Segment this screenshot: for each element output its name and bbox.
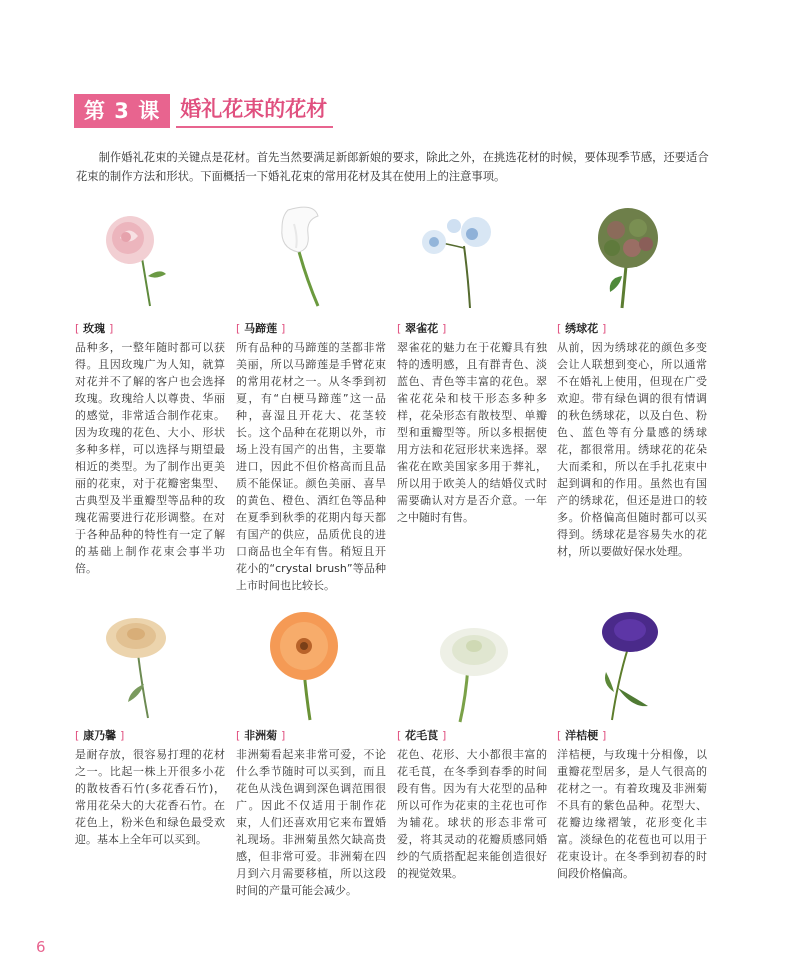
entry-text: 花色、花形、大小都很丰富的花毛茛，在冬季到春季的时间段有售。因为有大花型的品种所以可作为花束的主花也可作为辅花。球状的形态非常可爱，将其灵动的花瓣质感同婚纱的气质搭配起来能创造很好的视觉效果。	[397, 748, 547, 880]
entry-name: 洋桔梗	[565, 729, 599, 742]
calla-lily-icon	[268, 204, 338, 308]
entry-hydrangea: [ 绣球花 ] 从前，因为绣球花的颜色多变会让人联想到变心，所以通常不在婚礼上使用，但现在广受欢迎。带有绿色调的很有情调的秋色绣球花，以及白色、粉色、蓝色等有分量感的绣球花，都很常用。绣球花的花朵大而柔和，所以在手扎花束中起到调和的作用。虽然也有国产的绣球花，但还是进口的较多。价格偏高但随时都可以买得到。绣球花是容易失水的花材，所以要做好保水处理。	[557, 322, 707, 558]
lesson-header	[74, 93, 333, 129]
entry-ranunculus: [ 花毛茛 ] 花色、花形、大小都很丰富的花毛茛，在冬季到春季的时间段有售。因为有大花型的品种所以可作为花束的主花也可作为辅花。球状的形态非常可爱，将其灵动的花瓣质感同婚纱的气质搭配起来能创造很好的视觉效果。	[397, 729, 547, 880]
entry-text: 翠雀花的魅力在于花瓣具有独特的透明感，且有群青色、淡蓝色、青色等丰富的花色。翠雀花花朵和枝干形态多种多样，花朵形态有散枝型、单瓣型和重瓣型等。所以多根据使用方法和花冠形状来选择。翠雀花在欧美国家多用于葬礼，所以用于欧美人的结婚仪式时需要确认对方是否介意。一年之中随时有售。	[397, 341, 547, 524]
entry-text: 是耐存放，很容易打理的花材之一。比起一株上开很多小花的散枝香石竹(多花香石竹)，常用花朵大的大花香石竹。在花色上，粉米色和绿色最受欢迎。基本上全年可以买到。	[75, 748, 225, 846]
intro-paragraph: 制作婚礼花束的关键点是花材。首先当然要满足新郎新娘的要求，除此之外，在挑选花材的时候，要体现季节感，还要适合花束的制作方法和形状。下面概括一下婚礼花束的常用花材及其在使用上的注意事项。	[76, 151, 709, 183]
entry-rose: [ 玫瑰 ] 品种多，一整年随时都可以获得。且因玫瑰广为人知，就算对花并不了解的客户也会选择玫瑰。玫瑰给人以尊贵、华丽的感觉，非常适合制作花束。因为玫瑰的花色、大小、形状多种多样，可以选择与期望最相近的类型。为了制作出更美丽的花束，对于花瓣密集型、古典型及半重瓣型等品种的玫瑰花需要进行花形调整。在对于各种品种的特性有一定了解的基础上制作花束会事半功倍。	[75, 322, 225, 575]
entry-carnation: [ 康乃馨 ] 是耐存放，很容易打理的花材之一。比起一株上开很多小花的散枝香石竹(多花香石竹)，常用花朵大的大花香石竹。在花色上，粉米色和绿色最受欢迎。基本上全年可以买到。	[75, 729, 225, 846]
entry-text: 所有品种的马蹄莲的茎都非常美丽，所以马蹄莲是手臂花束的常用花材之一。从冬季到初夏，有“白梗马蹄莲”这一品种，喜湿且开花大、花茎较长。这个品种在花期以外，市场上没有国产的出售，主要靠进口，因此不但价格高而且品质不能保证。颜色美丽、喜旱的黄色、橙色、酒红色等品种在夏季到秋季的花期内每天都有国产的供应，品质优良的进口商品也全年有售。稍短且开花小的“crystal brush”等品种上市时间也比较长。	[236, 341, 386, 592]
entry-calla-lily: [ 马蹄莲 ] 所有品种的马蹄莲的茎都非常美丽，所以马蹄莲是手臂花束的常用花材之一。从冬季到初夏，有“白梗马蹄莲”这一品种，喜湿且开花大、花茎较长。这个品种在花期以外，市场上没有国产的出售，主要靠进口，因此不但价格高而且品质不能保证。颜色美丽、喜旱的黄色、橙色、酒红色等品种在夏季到秋季的花期内每天都有国产的供应，品质优良的进口商品也全年有售。稍短且开花小的“crystal brush”等品种上市时间也比较长。	[236, 322, 386, 592]
entry-name: 翠雀花	[405, 322, 439, 335]
entry-text: 洋桔梗，与玫瑰十分相像，以重瓣花型居多，是人气很高的花材之一。有着玫瑰及非洲菊不具有的紫色品种。花型大、花瓣边缘褶皱，花形变化丰富。淡绿色的花苞也可以用于花束设计。在冬季到初春的时间段价格偏高。	[557, 748, 707, 880]
entry-text: 非洲菊看起来非常可爱，不论什么季节随时可以买到，而且花色从浅色调到深色调范围很广。因此不仅适用于制作花束，人们还喜欢用它来布置婚礼现场。非洲菊虽然欠缺高贵感，但非常可爱。非洲菊在四月到六月需要移植，所以这段时间的产量可能会减少。	[236, 748, 386, 897]
ranunculus-icon	[436, 626, 512, 724]
rose-icon	[96, 210, 172, 310]
entry-delphinium: [ 翠雀花 ] 翠雀花的魅力在于花瓣具有独特的透明感，且有群青色、淡蓝色、青色等丰富的花色。翠雀花花朵和枝干形态多种多样，花朵形态有散枝型、单瓣型和重瓣型等。所以多根据使用方法和花冠形状来选择。翠雀花在欧美国家多用于葬礼，所以用于欧美人的结婚仪式时需要确认对方是否介意。一年之中随时有售。	[397, 322, 547, 524]
entry-gerbera: [ 非洲菊 ] 非洲菊看起来非常可爱，不论什么季节随时可以买到，而且花色从浅色调到深色调范围很广。因此不仅适用于制作花束，人们还喜欢用它来布置婚礼现场。非洲菊虽然欠缺高贵感，但非常可爱。非洲菊在四月到六月需要移植，所以这段时间的产量可能会减少。	[236, 729, 386, 897]
page-number: 6	[36, 938, 46, 956]
entry-lisianthus: [ 洋桔梗 ] 洋桔梗，与玫瑰十分相像，以重瓣花型居多，是人气很高的花材之一。有着玫瑰及非洲菊不具有的紫色品种。花型大、花瓣边缘褶皱，花形变化丰富。淡绿色的花苞也可以用于花束设计。在冬季到初春的时间段价格偏高。	[557, 729, 707, 880]
entry-name: 非洲菊	[244, 729, 278, 742]
lesson-title: 婚礼花束的花材	[176, 94, 333, 128]
delphinium-icon	[414, 212, 504, 310]
lisianthus-icon	[598, 610, 662, 722]
entry-text: 品种多，一整年随时都可以获得。且因玫瑰广为人知，就算对花并不了解的客户也会选择玫瑰。玫瑰给人以尊贵、华丽的感觉，非常适合制作花束。因为玫瑰的花色、大小、形状多种多样，可以选择与期望最相近的类型。为了制作出更美丽的花束，对于花瓣密集型、古典型及半重瓣型等品种的玫瑰花需要进行花形调整。在对于各种品种的特性有一定了解的基础上制作花束会事半功倍。	[75, 341, 225, 575]
hydrangea-icon	[588, 206, 670, 310]
gerbera-icon	[264, 612, 344, 722]
entry-name: 绣球花	[565, 322, 599, 335]
entry-name: 玫瑰	[83, 322, 106, 335]
entry-name: 花毛茛	[405, 729, 439, 742]
lesson-badge: 第 3 课	[74, 94, 170, 128]
carnation-icon	[104, 614, 174, 720]
entry-name: 康乃馨	[83, 729, 117, 742]
entry-name: 马蹄莲	[244, 322, 278, 335]
entry-text: 从前，因为绣球花的颜色多变会让人联想到变心，所以通常不在婚礼上使用，但现在广受欢迎。带有绿色调的很有情调的秋色绣球花，以及白色、粉色、蓝色等有分量感的绣球花，都很常用。绣球花的花朵大而柔和，所以在手扎花束中起到调和的作用。虽然也有国产的绣球花，但还是进口的较多。价格偏高但随时都可以买得到。绣球花是容易失水的花材，所以要做好保水处理。	[557, 341, 707, 558]
